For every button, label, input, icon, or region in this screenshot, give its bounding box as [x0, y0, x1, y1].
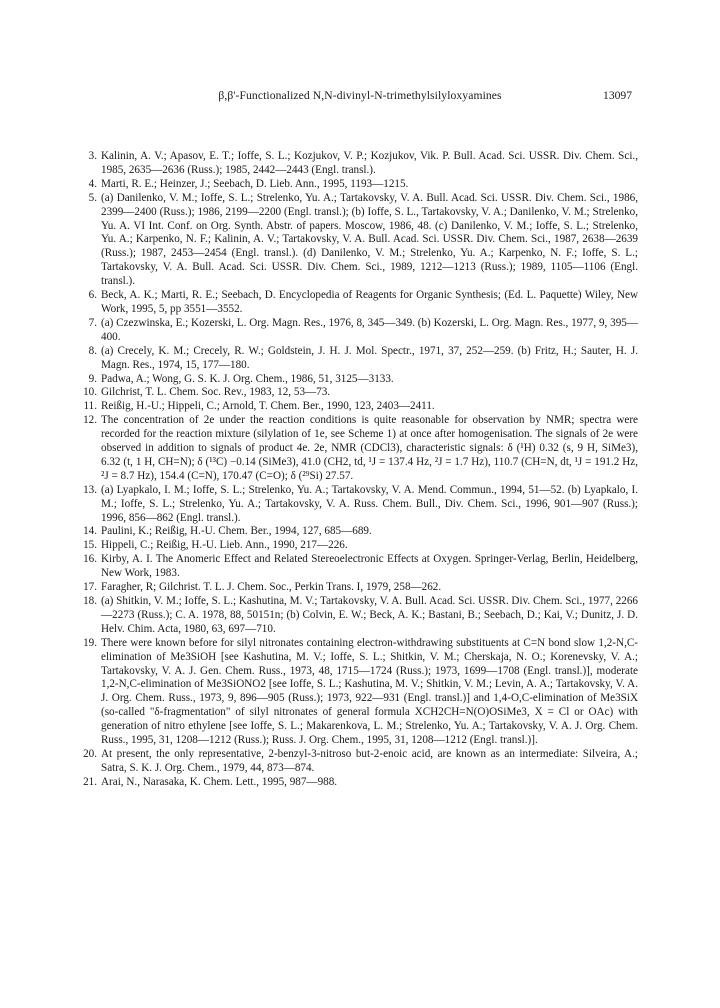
- reference-text: Faragher, R; Gilchrist. T. L. J. Chem. Soc., Perkin Trans. I, 1979, 258—262.: [101, 581, 442, 594]
- reference-text: (a) Danilenko, V. M.; Ioffe, S. L.; Strelenko, Yu. A.; Tartakovsky, V. A. Bull. Acad. Sci. USSR. Div. Chem. Sci., 1986, 2399—2400 (Russ.); 1986, 2199—2200 (Engl. transl.); (b) Ioffe, S. L., Tartakovsky, V. A.; Danilenko, V. M.; Strelenko, Yu. A. VI Int. Conf. on Org. Synth. Abstr. of papers. Moscow, 1986, 48. (c) Danilenko, V. M.; Ioffe, S. L.; Strelenko, Yu. A.; Karpenko, N. F.; Kalinin, A. V.; Tartakovsky, V. A. Bull. Acad. Sci. USSR. Div. Chem. Sci., 1987, 2638—2639 (Russ.); 1987, 2453—2454 (Engl. transl.). (d) Danilenko, V. M.; Strelenko, Yu. A.; Karpenko, N. F.; Ioffe, S. L.; Tartakovsky, V. A. Bull. Acad. Sci. USSR. Div. Chem. Sci., 1989, 1212—1213 (Russ.); 1989, 1105—1106 (Engl. transl.).: [101, 191, 638, 288]
- reference-text: Marti, R. E.; Heinzer, J.; Seebach, D. Lieb. Ann., 1995, 1193—1215.: [101, 177, 409, 190]
- reference-text: Hippeli, C.; Reißig, H.-U. Lieb. Ann., 1990, 217—226.: [101, 539, 348, 552]
- reference-item: [83, 553, 638, 581]
- reference-number: 20.: [83, 747, 97, 760]
- reference-text: Kirby, A. I. The Anomeric Effect and Related Stereoelectronic Effects at Oxygen. Springer-Verlag, Berlin, Heidelberg, New Work, 1983.: [101, 553, 638, 580]
- reference-number: 11.: [83, 400, 97, 413]
- reference-number: 13.: [83, 483, 97, 496]
- running-title: β,β'-Functionalized N,N-divinyl-N-trimethylsilyloxyamines: [218, 89, 502, 102]
- reference-item: [83, 581, 638, 595]
- reference-text: Gilchrist, T. L. Chem. Soc. Rev., 1983, 12, 53—73.: [101, 386, 331, 399]
- reference-text: (a) Czezwinska, E.; Kozerski, L. Org. Magn. Res., 1976, 8, 345—349. (b) Kozerski, L. Org. Magn. Res., 1977, 9, 395—400.: [101, 316, 638, 343]
- reference-item: [83, 386, 638, 400]
- reference-number: 3.: [88, 150, 97, 162]
- reference-text: Beck, A. K.; Marti, R. E.; Seebach, D. Encyclopedia of Reagents for Organic Synthesis; (Ed. L. Paquette) Wiley, New Work, 1995, 5, pp 3551—3552.: [101, 289, 638, 315]
- reference-text: (a) Crecely, K. M.; Crecely, R. W.; Goldstein, J. H. J. Mol. Spectr., 1971, 37, 252—259. (b) Fritz, H.; Sauter, H. J. Magn. Res., 1974, 15, 177—180.: [101, 344, 638, 371]
- reference-item: [83, 539, 638, 553]
- reference-text: Kalinin, A. V.; Apasov, E. T.; Ioffe, S. L.; Kozjukov, V. P.; Kozjukov, Vik. P. Bull. Acad. Sci. USSR. Div. Chem. Sci., 1985, 2635—2636 (Russ.); 1985, 2442—2443 (Engl. transl.).: [101, 150, 638, 176]
- page-number: 13097: [603, 89, 632, 102]
- reference-number: 19.: [83, 636, 97, 649]
- reference-number: 4.: [88, 177, 97, 190]
- reference-item: [86, 178, 638, 192]
- reference-item: [83, 595, 638, 637]
- reference-item: [83, 525, 638, 539]
- reference-text: At present, the only representative, 2-benzyl-3-nitroso but-2-enoic acid, are known as an intermediate: Silveira, A.; Satra, S. K. J. Org. Chem., 1979, 44, 873—874.: [101, 747, 638, 774]
- reference-number: 5.: [88, 191, 97, 204]
- reference-number: 8.: [88, 344, 97, 357]
- reference-item: [86, 373, 638, 387]
- reference-number: 17.: [83, 581, 97, 594]
- reference-number: 21.: [83, 775, 97, 788]
- reference-number: 15.: [83, 539, 97, 552]
- reference-item: [83, 414, 638, 484]
- reference-text: Arai, N., Narasaka, K. Chem. Lett., 1995, 987—988.: [101, 775, 338, 788]
- reference-item: [86, 150, 638, 178]
- reference-item: [83, 636, 638, 748]
- reference-text: (a) Lyapkalo, I. M.; Ioffe, S. L.; Strelenko, Yu. A.; Tartakovsky, V. A. Mend. Commun., 1994, 51—52. (b) Lyapkalo, I. M.; Ioffe, S. L.; Strelenko, Yu. A.; Tartakovsky, V. A. Russ. Chem. Bull., Div. Chem. Sci., 1996, 901—907 (Russ.); 1996, 856—862 (Engl. transl.).: [101, 483, 638, 524]
- reference-text: Padwa, A.; Wong, G. S. K. J. Org. Chem., 1986, 51, 3125—3133.: [101, 372, 394, 385]
- reference-item: [86, 317, 638, 345]
- reference-item: [83, 747, 638, 776]
- reference-number: 18.: [83, 595, 97, 607]
- reference-number: 10.: [83, 386, 97, 399]
- reference-item: [83, 400, 638, 414]
- reference-list: [83, 150, 638, 790]
- reference-item: [86, 345, 638, 373]
- reference-number: 14.: [83, 525, 97, 538]
- reference-number: 9.: [88, 372, 97, 385]
- reference-item: [83, 775, 638, 790]
- reference-item: [83, 483, 638, 526]
- reference-number: 16.: [83, 553, 97, 566]
- reference-number: 6.: [88, 289, 97, 302]
- reference-number: 12.: [83, 414, 97, 427]
- reference-text: Reißig, H.-U.; Hippeli, C.; Arnold, T. Chem. Ber., 1990, 123, 2403—2411.: [101, 400, 435, 413]
- reference-number: 7.: [88, 316, 97, 329]
- reference-text: Paulini, K.; Reißig, H.-U. Chem. Ber., 1994, 127, 685—689.: [101, 525, 372, 538]
- reference-item: [86, 289, 638, 317]
- reference-text: There were known before for silyl nitronates containing electron-withdrawing substituents at C=N bond slow 1,2-N,C-elimination of Me3SiOH [see Kashutina, M. V.; Ioffe, S. L.; Shitkin, V. M.; Cherskaja, N. O.; Korenevsky, V. A.; Tartakovsky, V. A. J. Gen. Chem. Russ., 1973, 48, 1715—1724 (Russ.); 1973, 1699—1708 (Engl. transl.)], moderate 1,2-N,C-elimination of Me3SiONO2 [see Ioffe, S. L.; Kashutina, M. V.; Shitkin, V. M.; Levin, A. A.; Tartakovsky, V. A. J. Org. Chem. Russ., 1973, 9, 896—905 (Russ.); 1973, 922—931 (Engl. transl.)] and 1,4-O,C-elimination of Me3SiX (so-called "δ-fragmentation" of silyl nitronates of general formula XCH2CH=N(O)OSiMe3, X = Cl or OAc) with generation of nitro ethylene [see Ioffe, S. L.; Makarenkova, L. M.; Strelenko, Yu. A.; Tartakovsky, V. A. J. Org. Chem. Russ., 1995, 31, 1208—1212 (Russ.); Russ. J. Org. Chem., 1995, 31, 1208—1212 (Engl. transl.)].: [101, 636, 638, 747]
- reference-item: [86, 192, 638, 289]
- reference-text: The concentration of 2e under the reaction conditions is quite reasonable for observation by NMR; spectra were recorded for the reaction mixture (silylation of 1e, see Scheme 1) at once after homogenisation. The signals of 2e were observed in addition to signals of product 4e. 2e, NMR (CDCl3), characteristic signals: δ (¹H) 0.32 (s, 9 H, SiMe3), 6.32 (t, 1 H, CH=N); δ (¹³C) −0.14 (SiMe3), 41.0 (CH2, td, ¹J = 137.4 Hz, ²J = 1.7 Hz), 110.7 (CH=N, dt, ¹J = 191.2 Hz, ²J = 8.7 Hz), 154.4 (C=N), 170.47 (C=O); δ (²⁹Si) 27.57.: [101, 414, 638, 482]
- reference-text: (a) Shitkin, V. M.; Ioffe, S. L.; Kashutina, M. V.; Tartakovsky, V. A. Bull. Acad. Sci. USSR. Div. Chem. Sci., 1977, 2266—2273 (Russ.); C. A. 1978, 88, 50151n; (b) Colvin, E. W.; Beck, A. K.; Bastani, B.; Seebach, D.; Kai, V.; Dunitz, J. D. Helv. Chim. Acta, 1980, 63, 697—710.: [101, 595, 638, 635]
